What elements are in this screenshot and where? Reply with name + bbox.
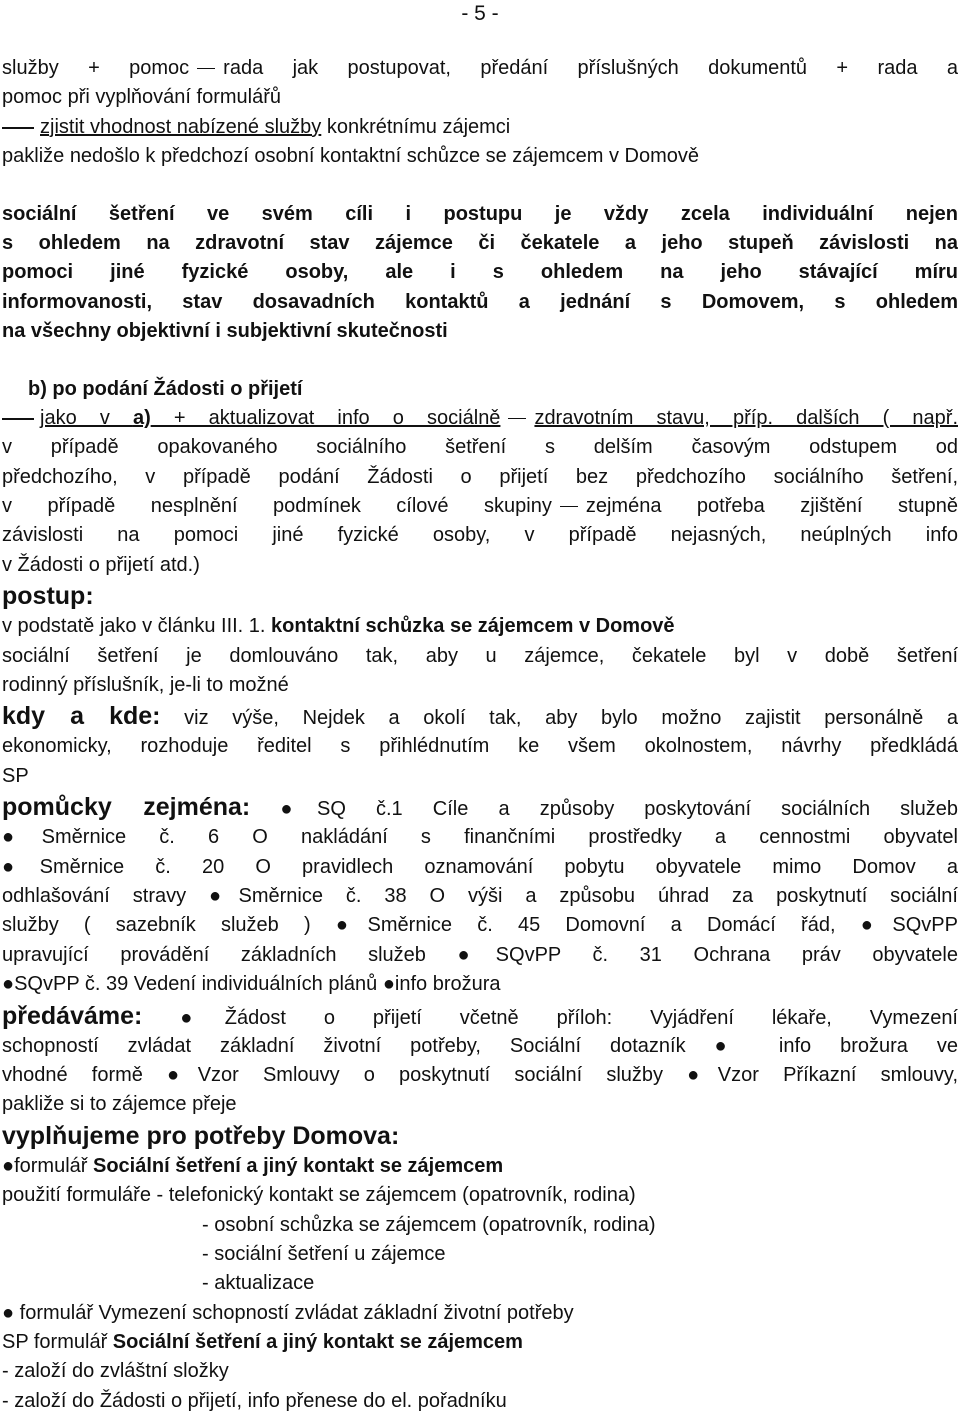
text-line: schopností zvládat základní životní potřeby, Sociální dotazník ● info brožura ve: [2, 1034, 958, 1057]
underlined-text: zjistit vhodnost nabízené služby: [40, 115, 322, 138]
text-line: s ohledem na zdravotní stav zájemce či čekatele a jeho stupeň závislosti na: [2, 231, 958, 254]
bold-text: kontaktní schůzka se zájemcem v Domově: [271, 615, 675, 638]
text-line: v Žádosti o přijetí atd.): [2, 553, 200, 576]
text-span: zejména potřeba zjištění stupně: [585, 495, 958, 518]
text-line: odhlašování stravy ●Směrnice č. 38 O výši a způsobu úhrad za poskytnutí sociální: [2, 884, 958, 907]
section-heading: vyplňujeme pro potřeby Domova:: [2, 1121, 400, 1150]
text-line: - sociální šetření u zájemce: [202, 1242, 446, 1265]
text-line: ●Směrnice č. 6 O nakládání s finančními prostředky a cennostmi obyvatel: [2, 826, 958, 849]
text-span: zdravotním stavu, příp. dalších ( např.: [534, 406, 958, 429]
text-span: v případě nesplnění podmínek cílové skupiny: [2, 495, 552, 518]
text-span: SP formulář: [2, 1331, 113, 1354]
text-line: informovanosti, stav dosavadních kontaktů a jednání s Domovem, s ohledem: [2, 290, 958, 313]
text-line: [2, 54, 958, 83]
text-line: vhodné formě ●Vzor Smlouvy o poskytnutí sociální služby ●Vzor Příkazní smlouvy,: [2, 1063, 958, 1086]
text-line: předchozího, v případě podání Žádosti o přijetí bez předchozího sociálního šetření,: [2, 465, 958, 488]
text-line: [2, 791, 958, 823]
text-line: [2, 1328, 958, 1357]
text-line: ●Směrnice č. 20 O pravidlech oznamování pobytu obyvatele mimo Domov a: [2, 855, 958, 878]
text-line: ●SQvPP č. 39 Vedení individuálních plánů ●info brožura: [2, 973, 501, 996]
text-line: - osobní schůzka se zájemcem (opatrovník, rodina): [202, 1213, 656, 1236]
inline-heading: kdy a kde:: [2, 702, 161, 731]
text-line: služby ( sazebník služeb ) ●Směrnice č. 45 Domovní a Domácí řád, ●SQvPP: [2, 914, 958, 937]
text-line: pakliže nedošlo k předchozí osobní kontaktní schůzce se zájemcem v Domově: [2, 145, 700, 168]
text-line: závislosti na pomoci jiné fyzické osoby, v případě nejasných, neúplných info: [2, 524, 958, 547]
text-line: [2, 1000, 958, 1032]
text-line: [2, 700, 958, 732]
text-line: [2, 113, 958, 142]
text-line: pakliže si to zájemce přeje: [2, 1093, 237, 1116]
text-span: ●SQ č.1 Cíle a způsoby poskytování sociálních služeb: [250, 798, 958, 821]
text-span: a): [132, 406, 151, 429]
spacer: [2, 347, 958, 375]
text-span: viz výše, Nejdek a okolí tak, aby bylo možno zajistit personálně a: [160, 707, 958, 730]
dash-mark: [560, 506, 578, 507]
text-span: ●formulář: [2, 1154, 93, 1177]
text-line: SP: [2, 764, 29, 787]
section-heading: b) po podání Žádosti o přijetí: [28, 377, 303, 400]
text-line: upravující provádění základních služeb ●SQvPP č. 31 Ochrana práv obyvatele: [2, 943, 958, 966]
bold-text: Sociální šetření a jiný kontakt se zájemcem: [112, 1331, 523, 1354]
text-line: [2, 612, 958, 641]
inline-heading: pomůcky zejména:: [2, 793, 251, 822]
text-line: na všechny objektivní i subjektivní skutečnosti: [2, 320, 448, 343]
text-line: rodinný příslušník, je-li to možné: [2, 674, 289, 697]
text-span: konkrétnímu zájemci: [321, 115, 511, 138]
text-line: použití formuláře - telefonický kontakt se zájemcem (opatrovník, rodina): [2, 1184, 636, 1207]
dash-mark: [508, 418, 526, 419]
text-span: jako v: [40, 406, 133, 429]
text-line: - aktualizace: [202, 1272, 315, 1295]
text-span: rada jak postupovat, předání příslušných dokumentů + rada a: [223, 57, 958, 79]
page-number: - 5 -: [461, 2, 499, 25]
dash-mark: [2, 418, 34, 420]
text-line: [2, 492, 958, 521]
text-span: služby + pomoc: [2, 57, 190, 79]
text-line: sociální šetření ve svém cíli i postupu je vždy zcela individuální nejen: [2, 202, 958, 225]
text-span: ●Žádost o přijetí včetně příloh: Vyjádření lékaře, Vymezení: [142, 1006, 958, 1029]
text-line: ekonomicky, rozhoduje ředitel s přihlédnutím ke všem okolnostem, návrhy předkládá: [2, 735, 958, 758]
dash-mark: [2, 127, 34, 129]
text-span: v podstatě jako v článku III. 1.: [2, 615, 272, 638]
document-body: [2, 54, 958, 1416]
text-line: - založí do zvláštní složky: [2, 1360, 229, 1383]
section-heading: postup:: [2, 582, 94, 611]
spacer: [2, 172, 958, 200]
dash-mark: [197, 68, 215, 69]
bold-text: Sociální šetření a jiný kontakt se zájemcem: [93, 1154, 504, 1177]
text-line: [2, 1152, 958, 1181]
text-span: + aktualizovat info o sociálně: [150, 406, 501, 429]
text-line: v případě opakovaného sociálního šetření s delším časovým odstupem od: [2, 436, 958, 459]
text-line: pomoci jiné fyzické osoby, ale i s ohledem na jeho stávající míru: [2, 261, 958, 284]
inline-heading: předáváme:: [2, 1001, 143, 1030]
text-line: - založí do Žádosti o přijetí, info přenese do el. pořadníku: [2, 1389, 507, 1412]
text-line: [2, 404, 958, 433]
text-line: pomoc při vyplňování formulářů: [2, 86, 282, 109]
text-line: ● formulář Vymezení schopností zvládat základní životní potřeby: [2, 1301, 574, 1324]
text-line: sociální šetření je domlouváno tak, aby u zájemce, čekatele byl v době šetření: [2, 644, 958, 667]
